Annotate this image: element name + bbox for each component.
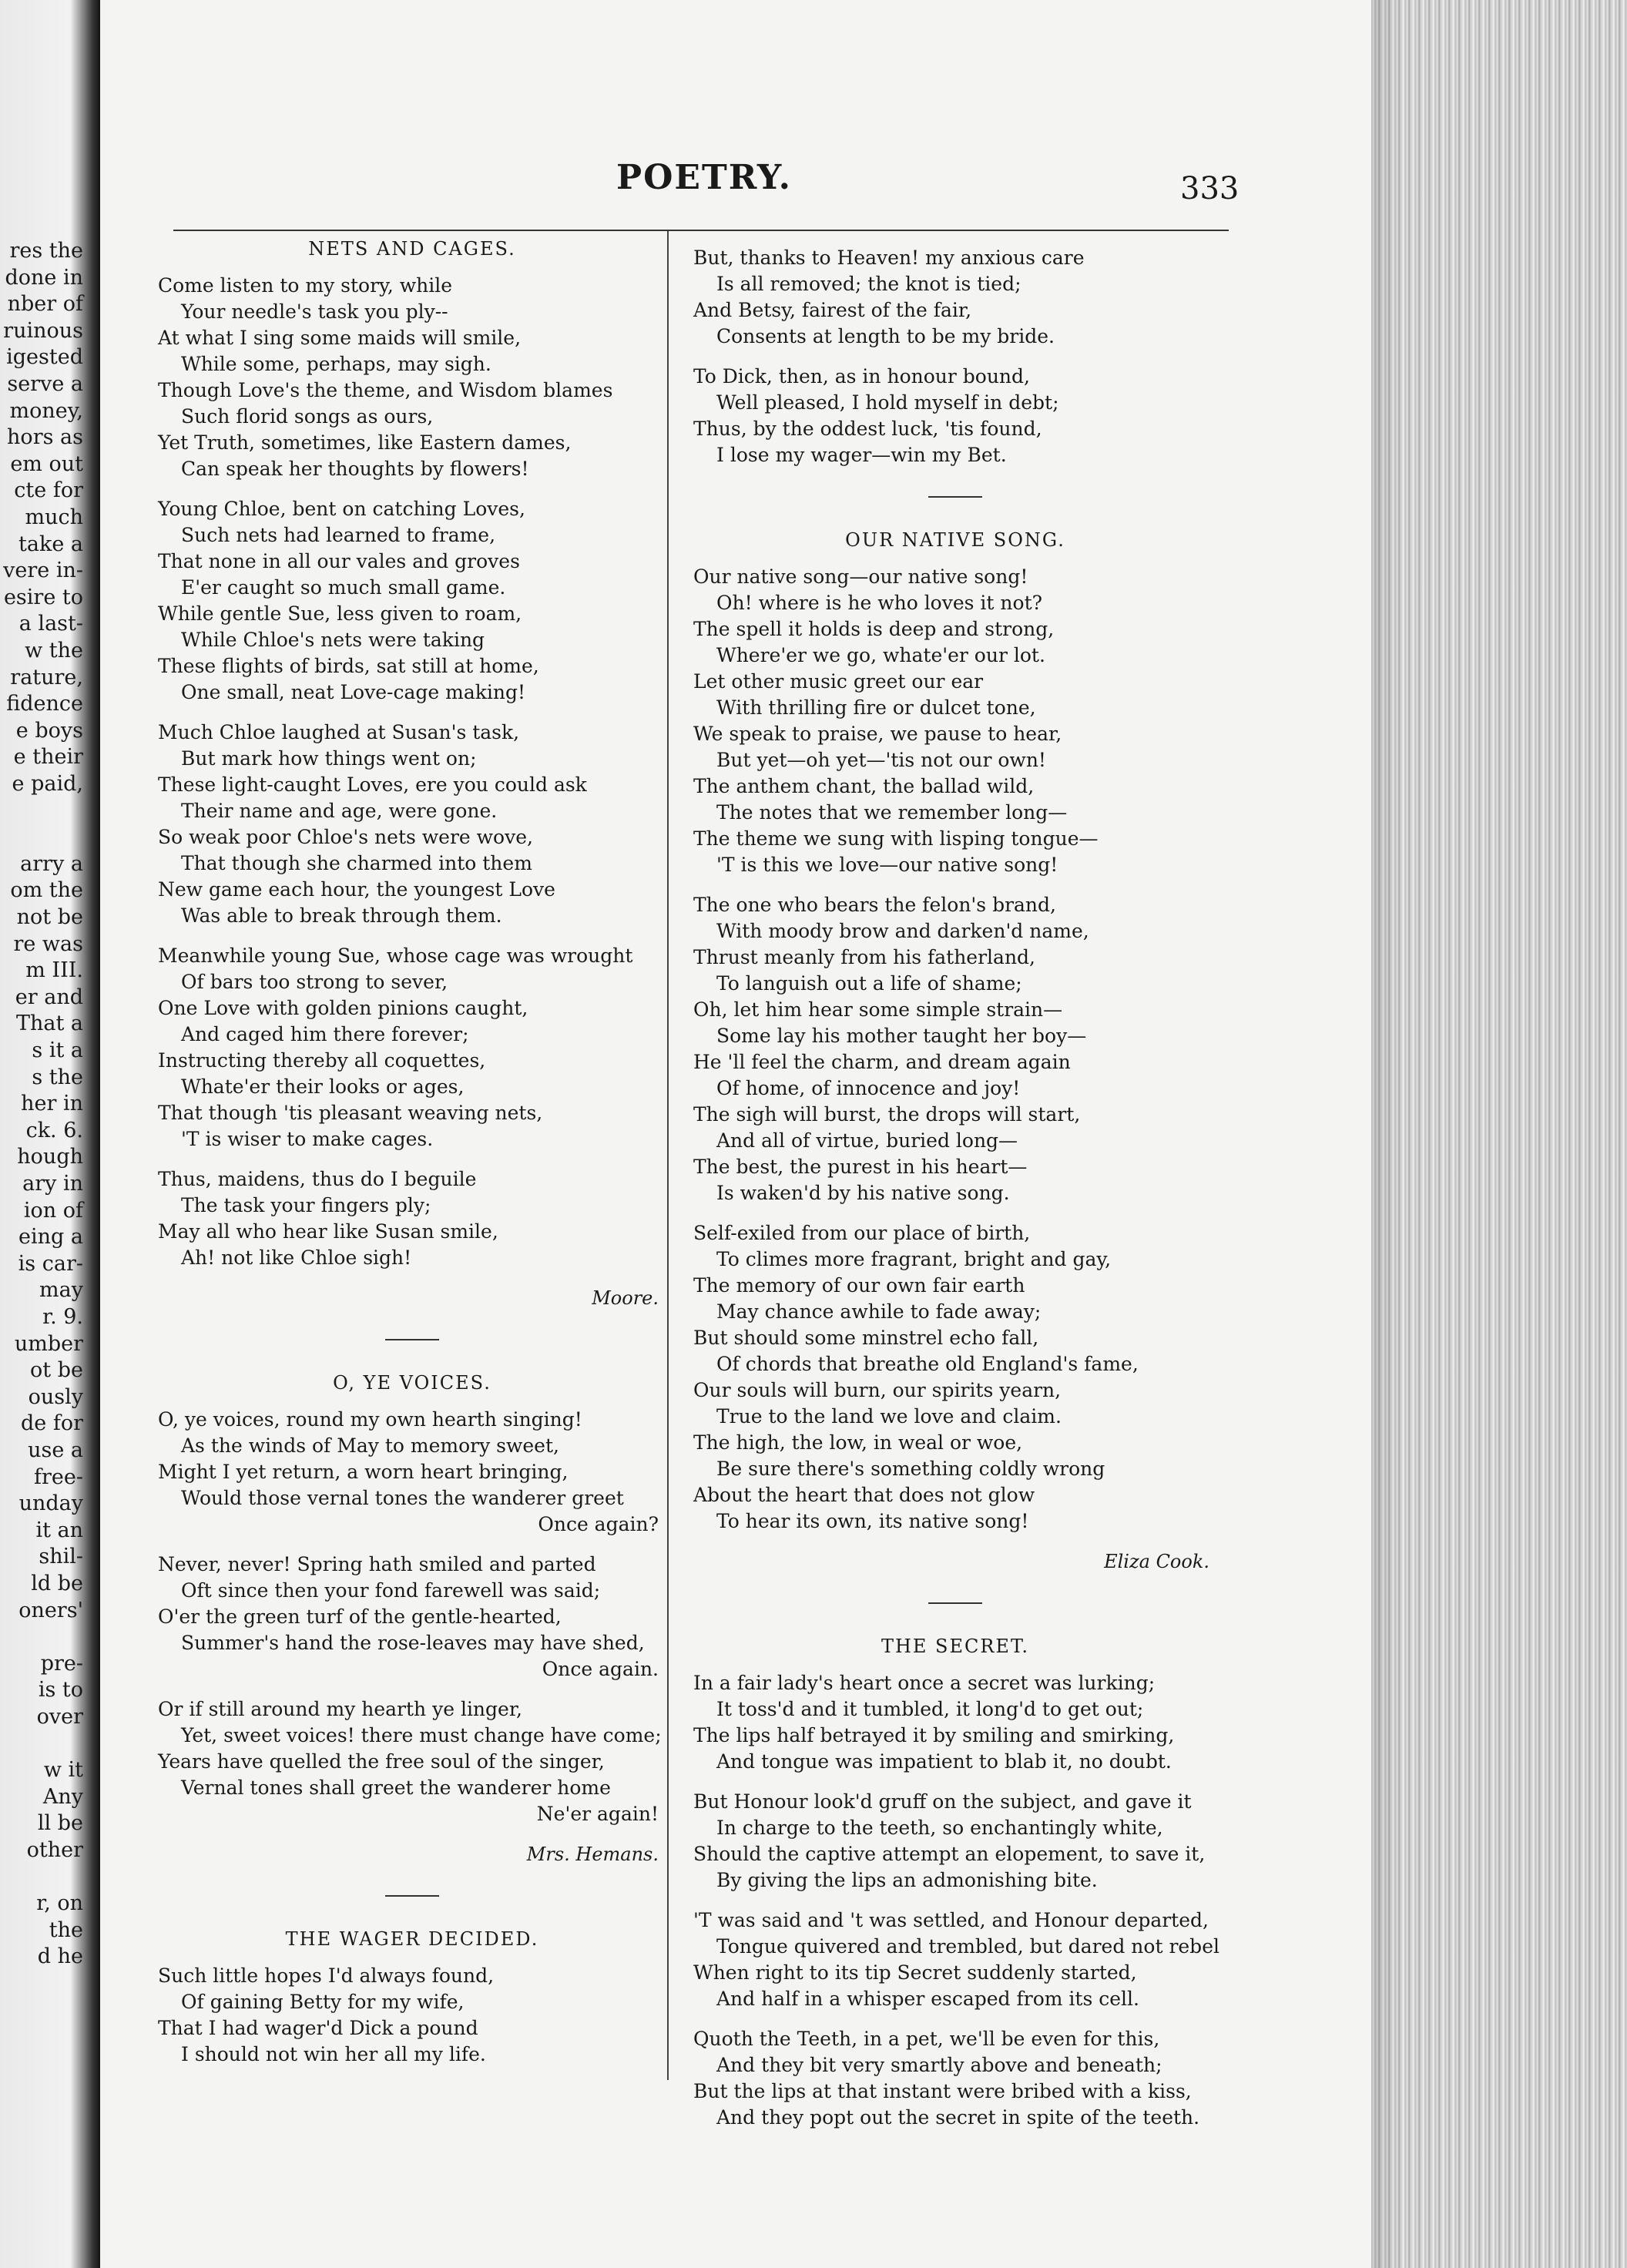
poem-line: By giving the lips an admonishing bite. xyxy=(716,1869,1098,1891)
page-edge-shadow xyxy=(1371,0,1402,2268)
poem-line: Thus, by the oddest luck, 'tis found, xyxy=(693,418,1042,440)
facing-page-text-fragment: r. 9. xyxy=(42,1305,83,1329)
poem-line: O'er the green turf of the gentle-hearted, xyxy=(158,1605,562,1628)
poem-line: Might I yet return, a worn heart bringing, xyxy=(158,1461,569,1483)
facing-page-text-fragment: free- xyxy=(34,1464,83,1489)
poem-line: The memory of our own fair earth xyxy=(693,1274,1025,1297)
poem-separator xyxy=(928,496,982,498)
poem-line: But should some minstrel echo fall, xyxy=(693,1327,1039,1349)
poem-line: Be sure there's something coldly wrong xyxy=(716,1458,1105,1480)
poem-line: Consents at length to be my bride. xyxy=(716,325,1055,347)
facing-page-text-fragment: res the xyxy=(9,239,83,263)
facing-page-text-fragment: e their xyxy=(13,745,83,770)
facing-page-text-fragment: fidence xyxy=(6,692,83,716)
facing-page-text-fragment: shil- xyxy=(39,1545,83,1569)
facing-page-text-fragment: ously xyxy=(28,1384,83,1409)
poem-line: The high, the low, in weal or woe, xyxy=(693,1431,1023,1454)
poem-line: Thrust meanly from his fatherland, xyxy=(693,946,1036,968)
poem-line: But yet—oh yet—'tis not our own! xyxy=(716,749,1046,771)
poem-line: But mark how things went on; xyxy=(181,747,477,770)
facing-page-text-fragment: s the xyxy=(32,1065,83,1089)
poem-line: But the lips at that instant were bribed with a kiss, xyxy=(693,2080,1192,2102)
poem-line: Summer's hand the rose-leaves may have shed, xyxy=(181,1632,645,1654)
facing-page-text-fragment: esire to xyxy=(3,585,83,609)
poem-line: 'T was said and 't was settled, and Honour departed, xyxy=(693,1909,1209,1931)
stanza xyxy=(693,2026,1217,2131)
poem-author: Eliza Cook. xyxy=(1104,1551,1209,1572)
facing-page-text-fragment: use a xyxy=(28,1438,83,1462)
poem-line: When right to its tip Secret suddenly started, xyxy=(693,1961,1137,1984)
facing-page-text-fragment: take a xyxy=(18,532,83,556)
poem-line: At what I sing some maids will smile, xyxy=(158,327,522,349)
stanza xyxy=(158,720,666,929)
facing-page-text-fragment: hors as xyxy=(7,425,83,450)
stanza xyxy=(693,564,1217,878)
poem-line: The best, the purest in his heart— xyxy=(693,1156,1028,1178)
facing-page-text-fragment: s it a xyxy=(32,1038,83,1062)
poem-title: O, YE VOICES. xyxy=(333,1372,491,1394)
poem-line: That none in all our vales and groves xyxy=(158,550,520,572)
poem-line: Your needle's task you ply-- xyxy=(181,300,448,323)
poem-line: Of bars too strong to sever, xyxy=(181,971,448,993)
facing-page-text-fragment: e boys xyxy=(15,718,83,743)
facing-page-text-fragment: eing a xyxy=(18,1225,83,1250)
poem-author: Moore. xyxy=(592,1287,659,1309)
poem xyxy=(693,527,1217,1575)
poem-title: NETS AND CAGES. xyxy=(308,238,516,260)
poem-line: To climes more fragrant, bright and gay, xyxy=(716,1248,1112,1270)
poem-line: These flights of birds, sat still at home, xyxy=(158,655,539,677)
header-rule xyxy=(173,230,1229,231)
right-column xyxy=(693,245,1217,2145)
poem-author: Mrs. Hemans. xyxy=(526,1844,659,1865)
poem-line: Yet, sweet voices! there must change have come; xyxy=(181,1724,662,1746)
facing-page-text-fragment: over xyxy=(36,1705,83,1729)
facing-page-text-fragment: nber of xyxy=(7,292,83,317)
stanza xyxy=(693,1220,1217,1535)
facing-page-text-fragment: vere in- xyxy=(3,559,83,583)
poem-line: Much Chloe laughed at Susan's task, xyxy=(158,721,520,743)
stanza xyxy=(158,1166,666,1271)
facing-page-text-fragment: w the xyxy=(25,639,83,663)
facing-page-text-fragment: ary in xyxy=(22,1172,83,1196)
facing-page-text-fragment: not be xyxy=(16,905,83,929)
facing-page-text-fragment: arry a xyxy=(20,851,83,876)
facing-page-text-fragment: om the xyxy=(10,878,83,903)
poem-line: While some, perhaps, may sigh. xyxy=(181,353,491,375)
facing-page-text-fragment: serve a xyxy=(7,372,83,396)
stanza xyxy=(158,1963,666,2068)
facing-page-text-fragment: re was xyxy=(13,931,83,956)
poem xyxy=(158,1370,666,1867)
poem-line: To hear its own, its native song! xyxy=(716,1510,1029,1532)
facing-page-text-fragment: ot be xyxy=(30,1358,83,1383)
stanza xyxy=(158,496,666,706)
poem-line: Instructing thereby all coquettes, xyxy=(158,1049,486,1072)
facing-page-text-fragment: igested xyxy=(6,345,83,370)
facing-page-text-fragment: much xyxy=(25,505,83,529)
poem-separator xyxy=(928,1602,982,1604)
facing-page-text-fragment: umber xyxy=(14,1331,83,1356)
poem-line: In charge to the teeth, so enchantingly white, xyxy=(716,1817,1163,1839)
poem-title: OUR NATIVE SONG. xyxy=(845,529,1065,551)
facing-page-text-fragment: Any xyxy=(42,1784,83,1809)
facing-page-text-fragment: pre- xyxy=(40,1651,83,1676)
facing-page-text-fragment: the xyxy=(49,1917,83,1942)
poem-line: That though 'tis pleasant weaving nets, xyxy=(158,1102,543,1124)
poem-line: The anthem chant, the ballad wild, xyxy=(693,775,1035,797)
poem-line: Years have quelled the free soul of the singer, xyxy=(158,1750,605,1773)
poem-line: Meanwhile young Sue, whose cage was wrought xyxy=(158,944,633,967)
poem-line: Should the captive attempt an elopement, to save it, xyxy=(693,1843,1206,1865)
poem-line: Ah! not like Chloe sigh! xyxy=(181,1246,412,1269)
facing-page-text-fragment: ck. 6. xyxy=(25,1118,83,1142)
facing-page-text-fragment: m III. xyxy=(25,958,83,983)
poem-line: The spell it holds is deep and strong, xyxy=(693,618,1055,640)
poem-line: Of home, of innocence and joy! xyxy=(716,1077,1021,1099)
running-head: POETRY. xyxy=(616,158,792,197)
poem-line: About the heart that does not glow xyxy=(693,1484,1035,1506)
facing-page-text-fragment: is to xyxy=(38,1678,83,1703)
facing-page-text-fragment: ruinous xyxy=(3,318,83,343)
poem-line: Tongue quivered and trembled, but dared not rebel xyxy=(716,1935,1219,1958)
facing-page-text-fragment: oners' xyxy=(18,1598,83,1622)
poem-line: The task your fingers ply; xyxy=(181,1194,431,1216)
poem xyxy=(693,245,1217,468)
poem-line: O, ye voices, round my own hearth singing! xyxy=(158,1408,582,1431)
facing-page-text-fragment: ion of xyxy=(23,1198,83,1223)
poem-line: While gentle Sue, less given to roam, xyxy=(158,602,522,625)
poem-line: E'er caught so much small game. xyxy=(181,576,506,599)
stanza xyxy=(693,1907,1217,2012)
poem-line: May all who hear like Susan smile, xyxy=(158,1220,498,1243)
poem-line: 'T is wiser to make cages. xyxy=(181,1128,434,1150)
stanza xyxy=(693,364,1217,468)
poem-line: 'T is this we love—our native song! xyxy=(716,854,1058,876)
facing-page-text-fragment: it an xyxy=(35,1518,83,1542)
poem-line: That I had wager'd Dick a pound xyxy=(158,2017,478,2039)
stanza xyxy=(158,1696,666,1827)
poem-line: The notes that we remember long— xyxy=(716,801,1068,824)
poem-line: Some lay his mother taught her boy— xyxy=(716,1025,1087,1047)
poem-line: Such nets had learned to frame, xyxy=(181,524,496,546)
poem-line: Oft since then your fond farewell was said; xyxy=(181,1579,601,1602)
poem-separator xyxy=(385,1339,439,1340)
poem-line: Such florid songs as ours, xyxy=(181,405,434,428)
facing-page-text-fragment: That a xyxy=(15,1012,83,1036)
poem-line: Whate'er their looks or ages, xyxy=(181,1075,465,1098)
poem-line: While Chloe's nets were taking xyxy=(181,629,485,651)
stanza xyxy=(158,273,666,482)
poem-line: Of gaining Betty for my wife, xyxy=(181,1991,465,2013)
facing-page-text-fragment: r, on xyxy=(36,1891,83,1916)
poem xyxy=(158,236,666,1311)
poem-line: I lose my wager—win my Bet. xyxy=(716,444,1007,466)
poem-line: Is waken'd by his native song. xyxy=(716,1182,1010,1204)
facing-page-edge xyxy=(0,0,100,2268)
left-column xyxy=(158,236,666,2082)
poem-line: So weak poor Chloe's nets were wove, xyxy=(158,826,533,848)
poem xyxy=(693,1633,1217,2131)
poem-line: Once again? xyxy=(538,1513,659,1535)
stanza xyxy=(158,1407,666,1538)
poem-line: Thus, maidens, thus do I beguile xyxy=(158,1168,477,1190)
stanza xyxy=(158,1552,666,1683)
poem-title: THE WAGER DECIDED. xyxy=(285,1928,539,1950)
poem-separator xyxy=(385,1895,439,1897)
poem-line: May chance awhile to fade away; xyxy=(716,1300,1042,1323)
poem-line: True to the land we love and claim. xyxy=(716,1405,1062,1428)
facing-page-text-fragment: em out xyxy=(10,451,83,476)
stanza xyxy=(693,1789,1217,1894)
poem-line: I should not win her all my life. xyxy=(181,2043,486,2065)
poem-line: Let other music greet our ear xyxy=(693,670,984,693)
poem-line: Their name and age, were gone. xyxy=(181,800,498,822)
poem-line: But, thanks to Heaven! my anxious care xyxy=(693,247,1085,269)
poem-line: Though Love's the theme, and Wisdom blames xyxy=(158,379,613,401)
poem-line: Vernal tones shall greet the wanderer home xyxy=(181,1776,611,1799)
poem-line: And they popt out the secret in spite of the teeth. xyxy=(716,2106,1200,2129)
stanza xyxy=(158,943,666,1152)
poem-line: The theme we sung with lisping tongue— xyxy=(693,827,1099,850)
poem-line: Oh, let him hear some simple strain— xyxy=(693,998,1063,1021)
facing-page-text-fragment: unday xyxy=(18,1491,83,1516)
poem-line: Self-exiled from our place of birth, xyxy=(693,1222,1031,1244)
poem-line: Where'er we go, whate'er our lot. xyxy=(716,644,1045,666)
poem-line: Yet Truth, sometimes, like Eastern dames, xyxy=(158,431,572,454)
page-number: 333 xyxy=(1180,171,1240,206)
facing-page-text-fragment: may xyxy=(39,1278,83,1303)
facing-page-text-fragment: ld be xyxy=(31,1572,83,1595)
poem-line: And all of virtue, buried long— xyxy=(716,1129,1018,1152)
poem-line: To Dick, then, as in honour bound, xyxy=(693,365,1030,388)
poem-line: Once again. xyxy=(542,1658,659,1680)
poem-line: And they bit very smartly above and beneath; xyxy=(716,2054,1162,2076)
poem-line: With moody brow and darken'd name, xyxy=(716,920,1089,942)
poem-line: Quoth the Teeth, in a pet, we'll be even for this, xyxy=(693,2028,1160,2050)
facing-page-text-fragment: rature, xyxy=(10,665,83,689)
poem-line: We speak to praise, we pause to hear, xyxy=(693,723,1062,745)
poem-line: And caged him there forever; xyxy=(181,1023,469,1045)
facing-page-text-fragment: w it xyxy=(43,1758,83,1783)
poem-line: These light-caught Loves, ere you could ask xyxy=(158,773,587,796)
facing-page-text-fragment: er and xyxy=(15,985,83,1009)
facing-page-text-fragment: is car- xyxy=(18,1251,83,1276)
column-divider xyxy=(667,231,669,2080)
poem-line: It toss'd and it tumbled, it long'd to get out; xyxy=(716,1698,1144,1720)
facing-page-text-fragment: her in xyxy=(21,1092,83,1116)
poem-line: Would those vernal tones the wanderer greet xyxy=(181,1487,624,1509)
poem-line: He 'll feel the charm, and dream again xyxy=(693,1051,1071,1073)
poem-line: To languish out a life of shame; xyxy=(716,972,1022,995)
poem-line: The lips half betrayed it by smiling and smirking, xyxy=(693,1724,1175,1746)
poem-line: New game each hour, the youngest Love xyxy=(158,878,555,901)
poem-line: Our souls will burn, our spirits yearn, xyxy=(693,1379,1062,1401)
poem-line: Is all removed; the knot is tied; xyxy=(716,273,1021,295)
poem-line: But Honour look'd gruff on the subject, and gave it xyxy=(693,1790,1192,1813)
facing-page-text-fragment: cte for xyxy=(14,478,83,503)
poem-line: That though she charmed into them xyxy=(181,852,532,874)
poem-line: Well pleased, I hold myself in debt; xyxy=(716,391,1059,414)
stanza xyxy=(693,892,1217,1206)
facing-page-text-fragment: ll be xyxy=(37,1811,83,1836)
facing-page-text-fragment: a last- xyxy=(18,612,83,636)
poem-line: Of chords that breathe old England's fame, xyxy=(716,1353,1139,1375)
poem-line: With thrilling fire or dulcet tone, xyxy=(716,696,1036,719)
poem-line: The sigh will burst, the drops will start, xyxy=(693,1103,1081,1126)
poem-line: Come listen to my story, while xyxy=(158,274,453,297)
poem-line: Never, never! Spring hath smiled and parted xyxy=(158,1553,596,1575)
facing-page-text-fragment: money, xyxy=(9,398,83,423)
poem-line: Or if still around my hearth ye linger, xyxy=(158,1698,522,1720)
poem-line: And Betsy, fairest of the fair, xyxy=(693,299,972,321)
facing-page-text-fragment: other xyxy=(26,1838,83,1862)
poem-line: And half in a whisper escaped from its cell. xyxy=(716,1988,1139,2010)
poem-line: As the winds of May to memory sweet, xyxy=(181,1434,559,1457)
poem xyxy=(158,1926,666,2068)
poem-line: Young Chloe, bent on catching Loves, xyxy=(158,498,525,520)
facing-page-text-fragment: hough xyxy=(17,1145,83,1169)
facing-page-text-fragment: d he xyxy=(37,1944,83,1969)
stanza xyxy=(693,1670,1217,1775)
poem-line: Ne'er again! xyxy=(536,1803,659,1825)
facing-page-text-fragment: e paid, xyxy=(12,772,83,796)
page-block-edge xyxy=(1371,0,1627,2268)
poem-line: And tongue was impatient to blab it, no doubt. xyxy=(716,1750,1172,1773)
poem-line: Was able to break through them. xyxy=(181,904,502,927)
poem-line: The one who bears the felon's brand, xyxy=(693,894,1056,916)
poem-line: In a fair lady's heart once a secret was lurking; xyxy=(693,1672,1156,1694)
poem-line: One small, neat Love-cage making! xyxy=(181,681,526,703)
poem-line: Such little hopes I'd always found, xyxy=(158,1964,495,1987)
poem-line: Can speak her thoughts by flowers! xyxy=(181,458,529,480)
stanza xyxy=(693,245,1217,350)
facing-page-text-fragment: de for xyxy=(21,1411,83,1436)
poem-line: Our native song—our native song! xyxy=(693,565,1028,588)
facing-page-text-fragment: done in xyxy=(5,265,83,290)
poem-line: Oh! where is he who loves it not? xyxy=(716,592,1043,614)
poem-line: One Love with golden pinions caught, xyxy=(158,997,528,1019)
poem-title: THE SECRET. xyxy=(881,1636,1030,1657)
